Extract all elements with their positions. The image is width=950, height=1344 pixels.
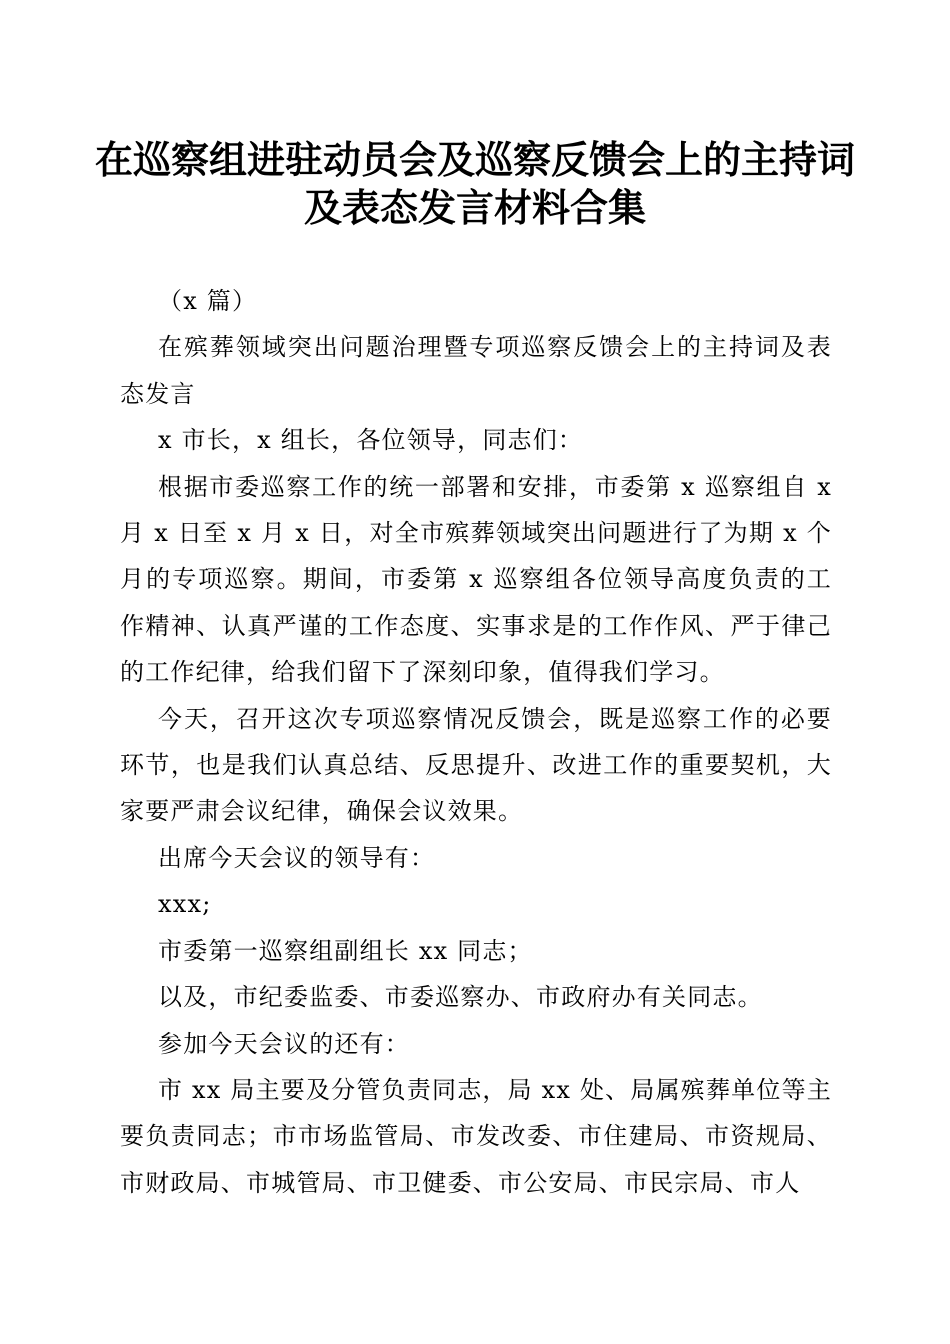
document-title-line-2: 及表态发言材料合集 bbox=[303, 185, 646, 230]
paragraph-count-note: （x 篇） bbox=[158, 287, 258, 315]
paragraph-salutation: x 市长，x 组长，各位领导，同志们： bbox=[158, 426, 584, 455]
paragraph-deputy-leader: 市委第一巡察组副组长 xx 同志； bbox=[158, 936, 533, 965]
paragraph-participants-intro: 参加今天会议的还有： bbox=[158, 1029, 410, 1058]
paragraph-attending-leaders-intro: 出席今天会议的领导有： bbox=[158, 843, 436, 872]
document-body bbox=[120, 278, 832, 1206]
paragraph-subtitle: 在殡葬领域突出问题治理暨专项巡察反馈会上的主持词及表态发言 bbox=[120, 333, 832, 408]
paragraph-meeting-purpose: 今天，召开这次专项巡察情况反馈会，既是巡察工作的必要环节，也是我们认真总结、反思提升、改进工作的重要契机，大家要严肃会议纪律，确保会议效果。 bbox=[120, 704, 832, 826]
paragraph-background: 根据市委巡察工作的统一部署和安排，市委第 x 巡察组自 x 月 x 日至 x 月 x 日，对全市殡葬领域突出问题进行了为期 x 个月的专项巡察。期间，市委第 x 巡察组各位领导高度负责的工作精神、认真严谨的工作态度、实事求是的工作作风、严于律己的工作纪律，给我们留下了深刻印象，值得我们学习。 bbox=[120, 472, 832, 687]
paragraph-related-comrades: 以及，市纪委监委、市委巡察办、市政府办有关同志。 bbox=[158, 983, 763, 1012]
paragraph-leader-xxx: xxx; bbox=[158, 890, 212, 919]
document-title-line-1: 在巡察组进驻动员会及巡察反馈会上的主持词 bbox=[94, 137, 855, 182]
paragraph-participants-list: 市 xx 局主要及分管负责同志，局 xx 处、局属殡葬单位等主要负责同志；市市场监管局、市发改委、市住建局、市资规局、市财政局、市城管局、市卫健委、市公安局、市民宗局、市人 bbox=[120, 1075, 832, 1197]
